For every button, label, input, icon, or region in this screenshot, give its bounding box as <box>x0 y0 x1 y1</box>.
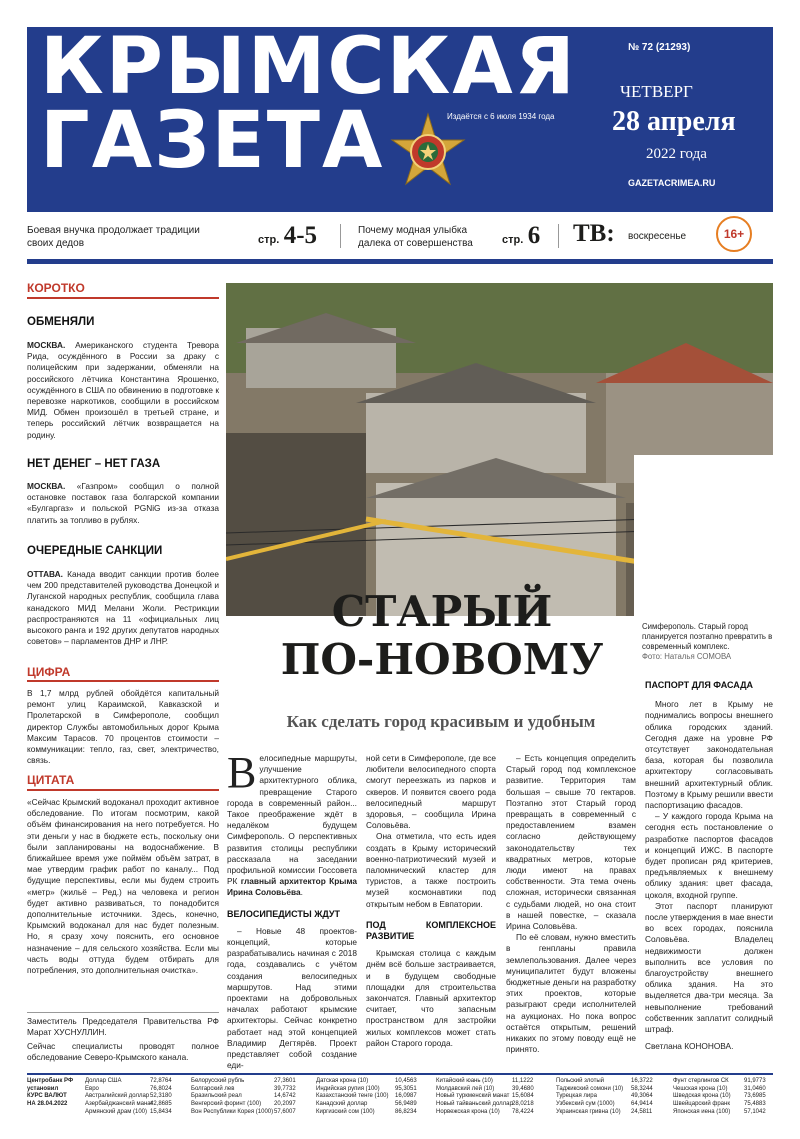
speaker-name: главный архитектор Крыма Ирина Соловьёва <box>227 876 357 898</box>
news-2-body <box>27 481 219 526</box>
dateline: МОСКВА. <box>27 481 66 491</box>
currency-rates-6: 91,9773 31,0460 73,6985 75,4883 57,1042 <box>744 1078 766 1115</box>
title-line-1: КРЫМСКАЯ <box>40 22 577 112</box>
paragraph: Много лет в Крыму не поднимались вопросы внешнего облика городских зданий. Сегодня даже на уровне РФ отсутствует законодательная база, которая бы позволила архитектору согласовывать внешний архитектурный облик. Поэтому в Крыму решили ввести паспортизацию фасадов. <box>645 699 773 811</box>
figure-body: В 1,7 млрд рублей обойдётся капитальный ремонт улиц Караимской, Кавказской и Пролетарской в Симферополе, сообщил директор Службы автомобильных дорог Крыма Максим Тарасов. 70 процентов стоимости – коммуникации: тепло, газ, свет, электричество, связь. <box>27 688 219 766</box>
quote-body: «Сейчас Крымский водоканал проходит активное обследование. По итогам посмотрим, какой объём финансирования на него потребуется. Но эти деньги у нас в бюджете есть, поскольку они были запланированы на водоснабжение. В ближайшее время уже поймём объём затрат, в мае утвердим график работ по каналу... Под будущие перспективы, если мы будем строить «метр» (жильё – Ред.) на человека и регион будет активно развиваться, то понадобится дополнительные источники. Здесь, конечно, Крымский водоканал для нас будет полезным. Но, я сразу хочу пояснить, его основное назначение – для сельского хозяйства. Если мы часть воды оттуда будем отбирать для потребления, это дополнительная очистка». <box>27 797 219 976</box>
news-text: Американского студента Тревора Рида, осуждённого в России за драку с полицейским при задержании, обменяли на российского лётчика Константина Ярошенко, осуждённого в США по обвинению в подготовке к перевозке наркотиков, сообщили в российском МИД. Обмен произошёл в третьей стране, и теперь российский лётчик возвращается на родину. <box>27 340 219 440</box>
newspaper-title <box>40 22 577 186</box>
section-rule <box>27 789 219 791</box>
quote-author: Заместитель Председателя Правительства РФ Марат ХУСНУЛЛИН. <box>27 1016 219 1038</box>
currency-rates-4: 11,1222 39,4680 15,6084 28,0218 78,4224 <box>512 1078 534 1115</box>
figure-section-title: ЦИФРА <box>27 665 71 679</box>
paragraph: елосипедные маршруты, улучшение архитектурного облика, превращение Старого города в современный район... Такое преображение ждёт в недалёком будущем Симферополь. О перспективных развития столицы республики рассказала на заседании профильной комиссии Госсовета РК <box>227 753 357 887</box>
photo-caption <box>642 622 773 662</box>
website-link[interactable]: GAZETACRIMEA.RU <box>628 178 716 188</box>
author-byline: Светлана КОНОНОВА. <box>645 1041 734 1052</box>
teaser-divider <box>558 224 559 248</box>
currency-rates-3: 10,4563 95,3051 16,0987 56,9489 86,8234 <box>395 1078 417 1115</box>
news-3-body <box>27 569 219 647</box>
section-rule <box>27 680 219 682</box>
headline-line-1: СТАРЫЙ <box>331 587 553 636</box>
subsection-title: ПОД КОМПЛЕКСНОЕ РАЗВИТИЕ <box>366 919 496 942</box>
currency-names-4: Китайский юань (10) Молдавский лей (10) Новый туркменский манат Новый тайваньский доллар Норвежская крона (10) <box>436 1078 513 1115</box>
section-rule <box>27 297 219 299</box>
header-divider <box>27 259 773 264</box>
currency-names-6: Фунт стерлингов СК Чешская крона (10) Шведская крона (10) Швейцарский франк Японская иена (100) <box>673 1078 731 1115</box>
page-label: стр. <box>502 234 524 246</box>
caption-text: Симферополь. Старый город планируется поэтапно превратить в современный комплекс. <box>642 622 773 651</box>
page-label: стр. <box>258 234 280 246</box>
currency-names-3: Датская крона (10) Индийская рупия (100) Казахстанский тенге (100) Канадский доллар Киргизский сом (100) <box>316 1078 389 1115</box>
quote-divider <box>27 1012 219 1013</box>
teaser-divider <box>340 224 341 248</box>
drop-cap: В <box>227 748 257 797</box>
currency-rates-5: 16,3722 58,3244 49,3064 64,9414 24,5811 <box>631 1078 653 1115</box>
subheadline: Как сделать город красивым и удобным <box>286 712 596 731</box>
currency-names-1: Доллар США Евро Австралийский доллар Азербайджанский манат Армянский драм (100) <box>85 1078 154 1115</box>
tv-day: воскресенье <box>628 231 687 242</box>
age-rating-badge: 16+ <box>716 216 752 252</box>
news-text: «Газпром» сообщил о полной остановке поставок газа болгарской компании «Булгаргаз» и польской PGNiG из-за отказа платить за топливо в рублях. <box>27 481 219 525</box>
teaser-1-text: Боевая внучка продолжает традиции своих дедов <box>27 225 200 249</box>
brief-section-title: КОРОТКО <box>27 281 85 295</box>
paragraph: – У каждого города Крыма на сегодня есть постановление о разработке паспортов фасадов и концепций ИЖС. В паспорте будет прописан ряд критериев, предъявляемых к внешнему облику здания: цвет фасада, цоколя, входной группе. <box>645 811 773 900</box>
paragraph: ной сети в Симферополе, где все любители велосипедного спорта смогут переезжать из парков и скверов. И появится своего рода велосипедный маршрут здоровья, – сообщила Ирина Соловьёва. <box>366 753 496 831</box>
weekday: ЧЕТВЕРГ <box>620 82 693 101</box>
paragraph: Она отметила, что есть идея создать в Крыму исторический военно-патриотический музей и паломнический кластер для туристов, а также построить музей космонавтики под открытым небом в Евпатории. <box>366 831 496 909</box>
currency-rates-2: 27,3601 39,7732 14,6742 20,2097 57,6007 <box>274 1078 296 1115</box>
news-2-title: НЕТ ДЕНЕГ – НЕТ ГАЗА <box>27 458 161 470</box>
subsection-title: ВЕЛОСИПЕДИСТЫ ЖДУТ <box>227 908 340 919</box>
paragraph: По её словам, нужно вместить в генпланы правила землепользования. Далее через муниципалитет будут вложены бюджетные деньги на разработку этих проектов, которые разыграют среди исполнителей на аукционах. Но пока вопрос остаётся открытым, решений никаких по этому поводу ещё не принято. <box>506 932 636 1055</box>
article-column-1: Велосипедные маршруты, улучшение архитектурного облика, превращение Старого города в современный район... Такое преображение ждёт в недалёком будущем Симферополь. О перспективных развития столицы республики рассказала на заседании профильной комиссии Госсовета РК главный архитектор Крыма Ирина Соловьёва. ВЕЛОСИПЕДИСТЫ ЖДУТ – Новые 48 проектов-концепций, которые разрабатывались начиная с 2018 года, создавались с учётом создания велосипедных маршрутов. Над этими проектами на добровольных началах работают крымские архитекторы. Сейчас конкретно работает над этой концепцией Владимир Дегтярёв. Проект представляет собой создание еди- <box>227 748 357 1071</box>
currency-names-5: Польский злотый Таджикский сомони (10) Турецкая лира Узбекский сум (1000) Украинская гривна (10) <box>556 1078 624 1115</box>
article-column-4 <box>645 680 773 1053</box>
article-column-3 <box>506 753 636 1055</box>
page-number: 4-5 <box>283 222 318 249</box>
article-column-2 <box>366 753 496 1049</box>
issue-number: № 72 (21293) <box>628 42 691 53</box>
main-headline <box>232 588 652 684</box>
dateline: МОСКВА. <box>27 340 66 350</box>
news-text: Канада вводит санкции против более чем 200 представителей руководства Донецкой и Луганской народных республик, сообщила глава канадского МИД Мелани Жоли. Рестрикции распространяются на 11 «официальных лиц высокого ранга и 192 других депутатов народных советов» – парламентов ДНР и ЛНР. <box>27 569 219 647</box>
currency-rates-1: 72,8764 76,8024 52,3180 42,8685 15,8434 <box>150 1078 172 1115</box>
subsection-title: ПАСПОРТ ДЛЯ ФАСАДА <box>645 680 754 690</box>
paragraph: – Новые 48 проектов-концепций, которые разрабатывались начиная с 2018 года, создавались с учётом создания велосипедных маршрутов. Над этими проектами на добровольных началах работают крымские архитекторы. Сейчас конкретно работает над этой концепцией Владимир Дегтярёв. Проект представляет собой создание еди- <box>227 925 357 1071</box>
headline-line-2: ПО-НОВОМУ <box>280 635 604 684</box>
paragraph: Этот паспорт планируют после утверждения в мае внести во всех городах, пояснила Соловьёва. Владелец недвижимости должен выполнить все условия по благоустройству внешнего облика здания. На это выделяется два-три месяца. За невыполнение требований собственник заплатит солидный штраф. <box>645 900 773 1035</box>
paragraph: – Есть концепция определить Старый город под комплексное развитие. Территория там большая – свыше 70 гектаров. Поэтапно этот Старый город превращать в современный с предоставлением взамен согласно действующему законодательству тех квадратных метров, которые люди имеют на правах собственности. Эта тема очень сложная, исторически связанная с судьбами людей, но она стоит в нашей повестке, – сказала Ирина Соловьёва. <box>506 753 636 932</box>
ticker-intro: Центробанк РФ установил КУРС ВАЛЮТ НА 28.04.2022 <box>27 1078 74 1108</box>
paragraph: Крымская столица с каждым днём всё больше застраивается, и в будущем свободные площадки для строительства закончатся. Главный архитектор считает, что запасным пространством для застройки жилых комплексов может стать район Старого города. <box>366 948 496 1048</box>
quote-section-title: ЦИТАТА <box>27 773 75 787</box>
page-number: 6 <box>527 222 541 249</box>
tv-label: ТВ: <box>573 220 615 247</box>
news-1-body <box>27 340 219 441</box>
issue-year: 2022 года <box>646 146 707 162</box>
news-1-title: ОБМЕНЯЛИ <box>27 316 95 328</box>
photo-credit: Фото: Наталья СОМОВА <box>642 652 732 661</box>
dateline: ОТТАВА. <box>27 569 63 579</box>
caption-box <box>634 455 773 620</box>
teaser-1-link[interactable] <box>258 222 317 250</box>
teaser-2-text: Почему модная улыбка далека от совершенства <box>358 225 473 249</box>
quote-note: Сейчас специалисты проводят полное обследование Северо-Крымского канала. <box>27 1041 219 1063</box>
teaser-2-link[interactable] <box>502 222 540 250</box>
news-3-title: ОЧЕРЕДНЫЕ САНКЦИИ <box>27 545 163 557</box>
order-emblem-icon <box>388 112 468 192</box>
issue-date: 28 апреля <box>612 106 736 137</box>
since-line: Издаётся с 6 июля 1934 года <box>447 112 555 121</box>
currency-names-2: Белорусский рубль Болгарский лев Бразильский реал Венгерский форинт (100) Вон Республики Корея (1000) <box>191 1078 274 1115</box>
title-line-2: ГАЗЕТА <box>40 96 385 186</box>
